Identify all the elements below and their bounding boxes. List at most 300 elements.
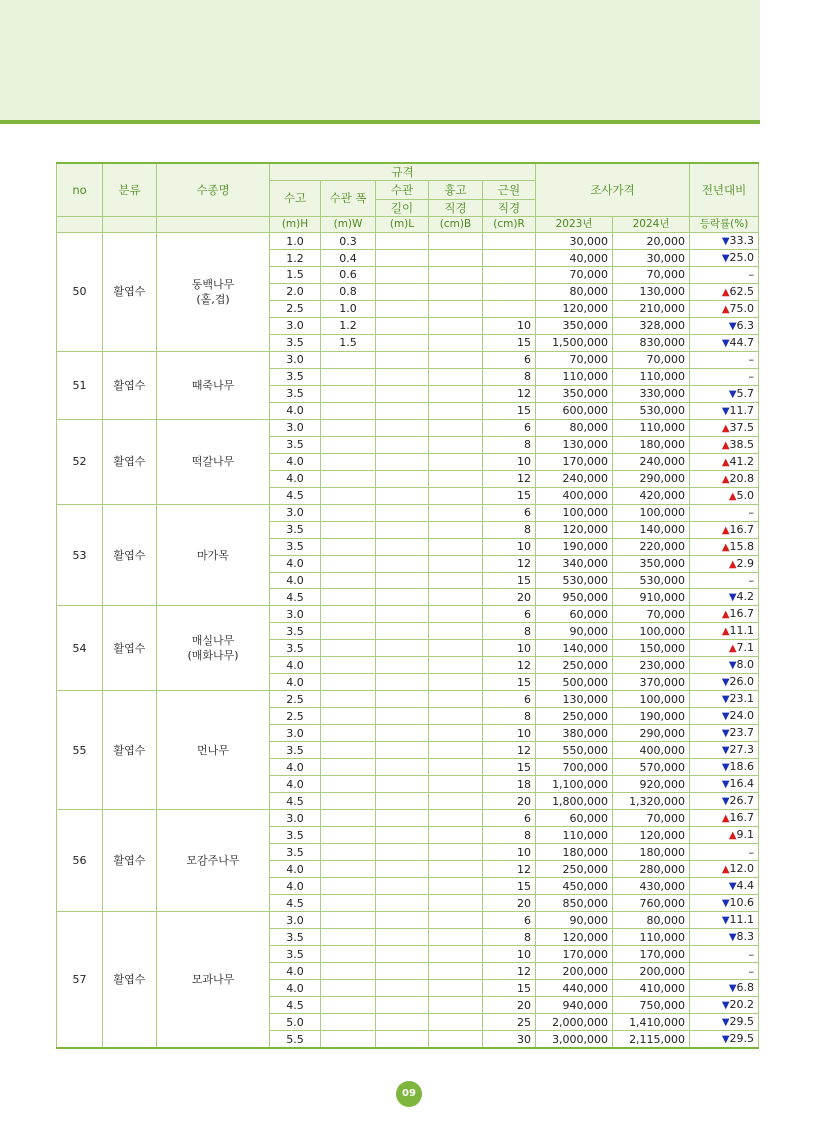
triangle-down-icon: ▼: [721, 253, 730, 264]
cell-price-2023: 1,500,000: [536, 334, 613, 351]
cell-chest: [429, 861, 483, 878]
cell-chest: [429, 572, 483, 589]
cell-rate: [690, 470, 759, 487]
cell-price-2023: 250,000: [536, 861, 613, 878]
table-row: [57, 912, 759, 929]
unit-blank-category: [103, 217, 157, 233]
cell-price-2024: 70,000: [613, 606, 690, 623]
cell-chest: [429, 895, 483, 912]
rate-value: 29.5: [729, 1032, 755, 1046]
cell-root: 15: [483, 759, 536, 776]
row-no: 51: [57, 351, 103, 419]
cell-price-2023: 140,000: [536, 640, 613, 657]
rate-header: 등락률(%): [690, 217, 759, 233]
row-species: [157, 419, 270, 504]
cell-root: 15: [483, 487, 536, 504]
cell-height: 4.0: [270, 453, 321, 470]
page-number: 09: [396, 1081, 422, 1107]
triangle-down-icon: ▼: [721, 1000, 730, 1012]
cell-crown-length: [376, 759, 429, 776]
cell-price-2023: 110,000: [536, 368, 613, 385]
cell-rate: [690, 827, 759, 844]
cell-price-2024: 30,000: [613, 250, 690, 267]
triangle-down-icon: ▼: [721, 711, 730, 723]
rate-value: 20.2: [729, 998, 755, 1012]
cell-crown-width: [321, 878, 376, 895]
cell-price-2024: 400,000: [613, 742, 690, 759]
cell-chest: [429, 623, 483, 640]
cell-price-2023: 550,000: [536, 742, 613, 759]
cell-root: 10: [483, 946, 536, 963]
triangle-down-icon: ▼: [728, 320, 737, 332]
cell-root: 12: [483, 861, 536, 878]
cell-root: 15: [483, 674, 536, 691]
cell-crown-length: [376, 470, 429, 487]
cell-rate: [690, 946, 759, 963]
rate-value: 6.3: [736, 318, 755, 332]
cell-price-2023: 500,000: [536, 674, 613, 691]
cell-height: 3.0: [270, 351, 321, 368]
cell-crown-length: [376, 402, 429, 419]
triangle-up-icon: ▲: [721, 473, 730, 485]
cell-height: 3.5: [270, 827, 321, 844]
cell-crown-length: [376, 810, 429, 827]
header-rule: [0, 120, 760, 124]
cell-rate: [690, 861, 759, 878]
cell-chest: [429, 810, 483, 827]
species-name: 때죽나무: [191, 378, 235, 392]
cell-crown-width: [321, 912, 376, 929]
cell-price-2023: 70,000: [536, 267, 613, 284]
row-species: [157, 810, 270, 912]
cell-crown-width: 0.3: [321, 233, 376, 250]
cell-rate: [690, 300, 759, 317]
cell-root: 10: [483, 844, 536, 861]
rate-value: –: [748, 268, 755, 282]
cell-crown-length: [376, 946, 429, 963]
cell-price-2023: 350,000: [536, 385, 613, 402]
rate-value: 16.7: [729, 522, 755, 536]
cell-rate: [690, 691, 759, 708]
cell-price-2024: 280,000: [613, 861, 690, 878]
row-no: 53: [57, 504, 103, 606]
cell-rate: [690, 895, 759, 912]
cell-crown-width: [321, 827, 376, 844]
cell-chest: [429, 233, 483, 250]
cell-rate: [690, 1031, 759, 1049]
row-category: 활엽수: [103, 351, 157, 419]
cell-rate: [690, 759, 759, 776]
cell-chest: [429, 267, 483, 284]
cell-chest: [429, 368, 483, 385]
rate-value: 62.5: [729, 284, 755, 298]
cell-crown-length: [376, 351, 429, 368]
cell-price-2024: 410,000: [613, 980, 690, 997]
cell-height: 5.0: [270, 1014, 321, 1031]
cell-price-2024: 760,000: [613, 895, 690, 912]
cell-crown-length: [376, 368, 429, 385]
cell-crown-width: [321, 844, 376, 861]
cell-height: 3.0: [270, 606, 321, 623]
cell-crown-width: [321, 606, 376, 623]
cell-chest: [429, 283, 483, 300]
cell-rate: [690, 623, 759, 640]
cell-rate: [690, 521, 759, 538]
cell-crown-width: [321, 674, 376, 691]
cell-chest: [429, 589, 483, 606]
species-name: 모감주나무: [186, 854, 240, 868]
species-name: 동백나무 (홑,겹): [191, 277, 235, 306]
rate-value: 33.3: [729, 234, 755, 247]
col-root-bottom: 직경: [483, 200, 536, 217]
rate-value: 2.9: [736, 556, 755, 570]
cell-rate: [690, 267, 759, 284]
cell-crown-length: [376, 1014, 429, 1031]
cell-chest: [429, 521, 483, 538]
cell-rate: [690, 980, 759, 997]
cell-crown-width: [321, 725, 376, 742]
cell-chest: [429, 504, 483, 521]
table-row: [57, 691, 759, 708]
cell-price-2024: 180,000: [613, 436, 690, 453]
cell-root: 18: [483, 776, 536, 793]
cell-crown-length: [376, 1031, 429, 1049]
triangle-up-icon: ▲: [721, 813, 730, 825]
cell-price-2023: 130,000: [536, 691, 613, 708]
cell-crown-length: [376, 300, 429, 317]
cell-height: 3.5: [270, 436, 321, 453]
cell-chest: [429, 487, 483, 504]
row-species: [157, 912, 270, 1048]
table-row: [57, 351, 759, 368]
cell-rate: [690, 844, 759, 861]
cell-chest: [429, 453, 483, 470]
cell-crown-width: [321, 385, 376, 402]
cell-height: 2.5: [270, 708, 321, 725]
cell-rate: [690, 929, 759, 946]
cell-chest: [429, 946, 483, 963]
unit-width: (m)W: [321, 217, 376, 233]
col-yoy: 전년대비: [690, 163, 759, 217]
cell-crown-length: [376, 776, 429, 793]
triangle-down-icon: ▼: [721, 337, 730, 349]
cell-rate: [690, 402, 759, 419]
cell-crown-length: [376, 504, 429, 521]
cell-crown-width: [321, 929, 376, 946]
cell-height: 3.0: [270, 419, 321, 436]
cell-crown-length: [376, 317, 429, 334]
cell-price-2023: 70,000: [536, 351, 613, 368]
cell-crown-width: [321, 589, 376, 606]
cell-root: 12: [483, 385, 536, 402]
cell-root: [483, 233, 536, 250]
cell-price-2023: 950,000: [536, 589, 613, 606]
species-name: 먼나무: [197, 743, 229, 757]
table-row: [57, 810, 759, 827]
cell-price-2023: 130,000: [536, 436, 613, 453]
cell-rate: [690, 419, 759, 436]
cell-price-2023: 340,000: [536, 555, 613, 572]
cell-price-2024: 100,000: [613, 504, 690, 521]
cell-price-2024: 230,000: [613, 657, 690, 674]
cell-price-2024: 210,000: [613, 300, 690, 317]
cell-rate: [690, 878, 759, 895]
cell-height: 4.0: [270, 759, 321, 776]
triangle-down-icon: ▼: [728, 592, 737, 604]
cell-root: 6: [483, 810, 536, 827]
cell-rate: [690, 912, 759, 929]
cell-chest: [429, 1014, 483, 1031]
cell-root: 20: [483, 589, 536, 606]
cell-price-2023: 1,100,000: [536, 776, 613, 793]
cell-root: 30: [483, 1031, 536, 1049]
cell-chest: [429, 929, 483, 946]
cell-price-2023: 180,000: [536, 844, 613, 861]
cell-crown-width: [321, 810, 376, 827]
cell-price-2023: 60,000: [536, 606, 613, 623]
rate-value: –: [748, 353, 755, 367]
cell-rate: [690, 606, 759, 623]
cell-chest: [429, 793, 483, 810]
cell-crown-length: [376, 640, 429, 657]
cell-height: 3.5: [270, 946, 321, 963]
cell-price-2023: 120,000: [536, 300, 613, 317]
cell-height: 3.5: [270, 623, 321, 640]
cell-price-2024: 750,000: [613, 997, 690, 1014]
cell-price-2024: 370,000: [613, 674, 690, 691]
cell-root: 8: [483, 623, 536, 640]
triangle-down-icon: ▼: [721, 898, 730, 910]
cell-root: 6: [483, 606, 536, 623]
cell-root: 15: [483, 334, 536, 351]
row-category: 활엽수: [103, 810, 157, 912]
cell-price-2023: 170,000: [536, 453, 613, 470]
cell-root: 6: [483, 912, 536, 929]
cell-chest: [429, 250, 483, 267]
cell-rate: [690, 436, 759, 453]
rate-value: –: [748, 845, 755, 859]
cell-crown-length: [376, 912, 429, 929]
triangle-down-icon: ▼: [721, 745, 730, 757]
rate-value: 6.8: [736, 981, 755, 995]
cell-chest: [429, 844, 483, 861]
cell-price-2023: 400,000: [536, 487, 613, 504]
cell-height: 2.5: [270, 300, 321, 317]
cell-root: 12: [483, 555, 536, 572]
triangle-down-icon: ▼: [728, 660, 737, 672]
cell-price-2024: 2,115,000: [613, 1031, 690, 1049]
cell-root: [483, 300, 536, 317]
cell-crown-length: [376, 895, 429, 912]
cell-root: 8: [483, 368, 536, 385]
cell-crown-length: [376, 436, 429, 453]
cell-chest: [429, 351, 483, 368]
unit-chest: (cm)B: [429, 217, 483, 233]
cell-price-2024: 150,000: [613, 640, 690, 657]
cell-chest: [429, 334, 483, 351]
cell-price-2023: 250,000: [536, 657, 613, 674]
rate-value: 23.1: [729, 692, 755, 706]
cell-crown-length: [376, 691, 429, 708]
triangle-down-icon: ▼: [721, 915, 730, 927]
cell-crown-width: 1.0: [321, 300, 376, 317]
cell-crown-width: 0.8: [321, 283, 376, 300]
cell-crown-width: [321, 555, 376, 572]
cell-rate: [690, 1014, 759, 1031]
cell-price-2023: 170,000: [536, 946, 613, 963]
cell-chest: [429, 759, 483, 776]
col-crown-length-top: 수관: [376, 181, 429, 200]
cell-price-2024: 430,000: [613, 878, 690, 895]
cell-height: 3.5: [270, 334, 321, 351]
cell-price-2024: 110,000: [613, 419, 690, 436]
year-2024: 2024년: [613, 217, 690, 233]
row-species: [157, 504, 270, 606]
cell-price-2024: 570,000: [613, 759, 690, 776]
cell-crown-width: [321, 691, 376, 708]
cell-crown-width: [321, 402, 376, 419]
cell-root: 10: [483, 725, 536, 742]
cell-crown-width: 0.4: [321, 250, 376, 267]
rate-value: 16.7: [729, 607, 755, 621]
cell-crown-length: [376, 334, 429, 351]
cell-chest: [429, 963, 483, 980]
cell-root: 15: [483, 572, 536, 589]
cell-crown-width: [321, 657, 376, 674]
col-chest-top: 흉고: [429, 181, 483, 200]
unit-height: (m)H: [270, 217, 321, 233]
cell-price-2023: 100,000: [536, 504, 613, 521]
cell-chest: [429, 402, 483, 419]
col-species: 수종명: [157, 163, 270, 217]
cell-chest: [429, 827, 483, 844]
cell-height: 3.0: [270, 317, 321, 334]
triangle-up-icon: ▲: [721, 439, 730, 451]
cell-rate: [690, 997, 759, 1014]
cell-chest: [429, 878, 483, 895]
triangle-down-icon: ▼: [728, 881, 737, 893]
cell-crown-length: [376, 572, 429, 589]
cell-height: 3.5: [270, 368, 321, 385]
cell-price-2024: 80,000: [613, 912, 690, 929]
triangle-up-icon: ▲: [728, 830, 737, 842]
rate-value: –: [748, 506, 755, 520]
cell-crown-width: [321, 776, 376, 793]
cell-root: [483, 267, 536, 284]
cell-height: 4.0: [270, 572, 321, 589]
cell-height: 5.5: [270, 1031, 321, 1049]
cell-chest: [429, 300, 483, 317]
cell-height: 3.5: [270, 929, 321, 946]
col-category: 분류: [103, 163, 157, 217]
cell-rate: [690, 640, 759, 657]
triangle-down-icon: ▼: [721, 1034, 730, 1046]
cell-price-2024: 190,000: [613, 708, 690, 725]
cell-price-2024: 220,000: [613, 538, 690, 555]
cell-chest: [429, 1031, 483, 1049]
triangle-up-icon: ▲: [721, 422, 730, 434]
unit-blank-no: [57, 217, 103, 233]
cell-root: 6: [483, 419, 536, 436]
cell-height: 4.0: [270, 963, 321, 980]
cell-crown-width: [321, 453, 376, 470]
cell-rate: [690, 487, 759, 504]
cell-price-2024: 830,000: [613, 334, 690, 351]
cell-price-2024: 350,000: [613, 555, 690, 572]
cell-crown-length: [376, 725, 429, 742]
cell-crown-width: [321, 759, 376, 776]
cell-root: 20: [483, 895, 536, 912]
rate-value: 75.0: [729, 301, 755, 315]
cell-rate: [690, 538, 759, 555]
row-species: [157, 691, 270, 810]
price-table: [56, 162, 759, 1049]
rate-value: 20.8: [729, 471, 755, 485]
rate-value: –: [748, 947, 755, 961]
cell-crown-width: [321, 470, 376, 487]
rate-value: –: [748, 574, 755, 587]
rate-value: 8.3: [736, 930, 755, 944]
cell-root: 12: [483, 657, 536, 674]
cell-price-2024: 530,000: [613, 402, 690, 419]
triangle-up-icon: ▲: [721, 626, 730, 638]
cell-height: 4.0: [270, 402, 321, 419]
table-header: [57, 163, 759, 233]
cell-price-2023: 1,800,000: [536, 793, 613, 810]
rate-value: 4.2: [736, 590, 755, 604]
cell-crown-width: [321, 487, 376, 504]
cell-crown-length: [376, 980, 429, 997]
cell-crown-width: 1.2: [321, 317, 376, 334]
species-name: 떡갈나무: [191, 455, 235, 469]
cell-chest: [429, 776, 483, 793]
rate-value: 16.7: [729, 811, 755, 825]
rate-value: 24.0: [729, 709, 755, 723]
cell-crown-length: [376, 657, 429, 674]
rate-value: 11.1: [729, 624, 755, 638]
cell-crown-width: [321, 997, 376, 1014]
cell-root: 8: [483, 929, 536, 946]
cell-rate: [690, 572, 759, 589]
triangle-up-icon: ▲: [721, 303, 730, 315]
cell-crown-width: [321, 504, 376, 521]
cell-height: 3.0: [270, 504, 321, 521]
cell-crown-length: [376, 283, 429, 300]
cell-crown-length: [376, 623, 429, 640]
rate-value: 4.4: [736, 879, 755, 893]
cell-price-2023: 350,000: [536, 317, 613, 334]
cell-price-2023: 380,000: [536, 725, 613, 742]
row-no: 57: [57, 912, 103, 1048]
cell-crown-width: [321, 895, 376, 912]
rate-value: –: [748, 370, 755, 384]
cell-chest: [429, 691, 483, 708]
cell-rate: [690, 793, 759, 810]
cell-height: 4.0: [270, 674, 321, 691]
rate-value: 5.0: [736, 488, 755, 502]
cell-height: 3.5: [270, 385, 321, 402]
cell-price-2023: 530,000: [536, 572, 613, 589]
col-price: 조사가격: [536, 163, 690, 217]
cell-price-2023: 250,000: [536, 708, 613, 725]
rate-value: 26.7: [729, 794, 755, 808]
triangle-down-icon: ▼: [721, 796, 730, 808]
cell-root: 12: [483, 742, 536, 759]
cell-root: 15: [483, 402, 536, 419]
cell-crown-length: [376, 844, 429, 861]
cell-height: 1.2: [270, 250, 321, 267]
cell-chest: [429, 470, 483, 487]
